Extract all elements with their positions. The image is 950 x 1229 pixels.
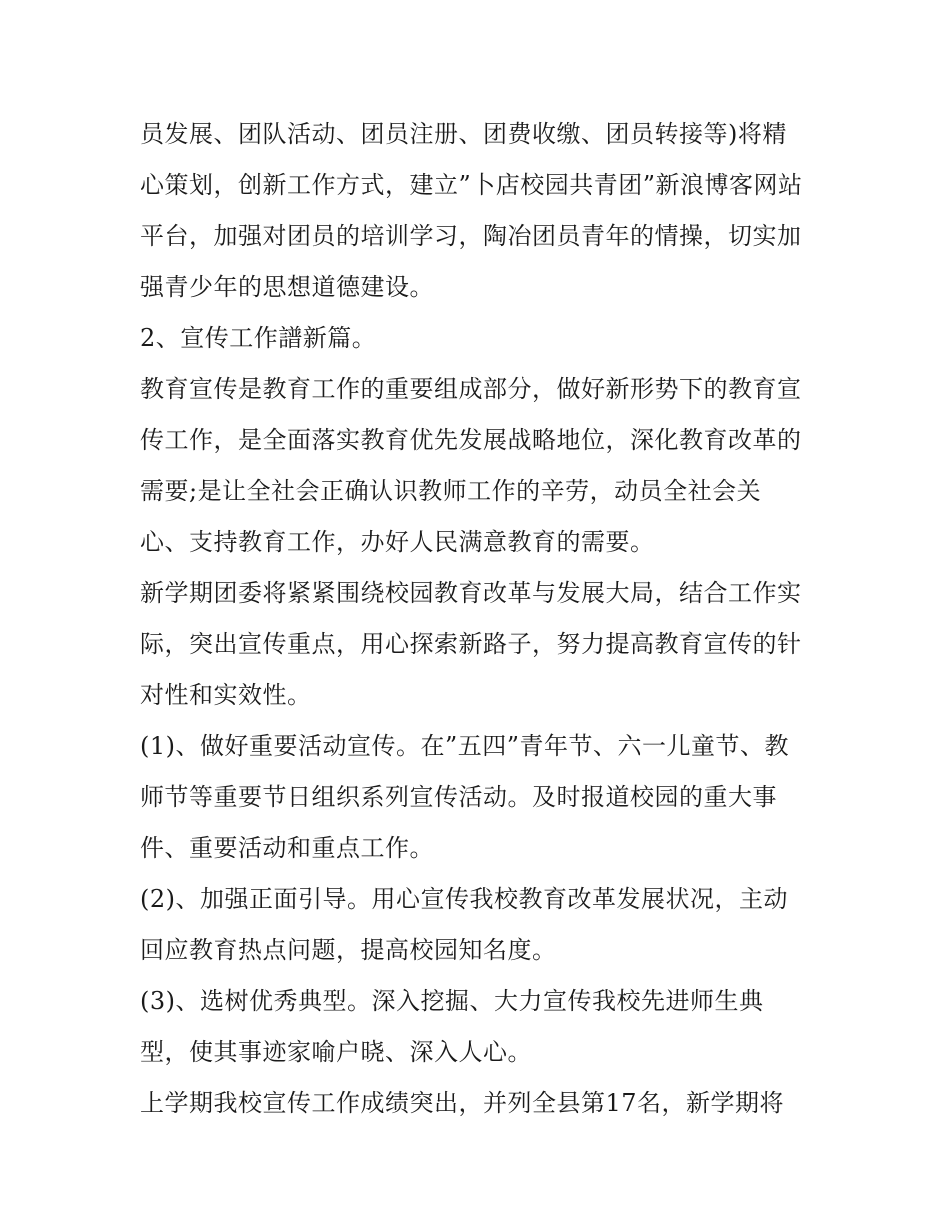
text-line: 际，突出宣传重点，用心探索新路子，努力提高教育宣传的针 xyxy=(140,630,802,658)
text-line: 新学期团委将紧紧围绕校园教育改革与发展大局，结合工作实 xyxy=(140,579,802,607)
list-item-1: (1)、做好重要活动宣传。在”五四”青年节、六一儿童节、教 xyxy=(140,732,790,760)
body-text xyxy=(140,109,840,1129)
text-line: 需要;是让全社会正确认识教师工作的辛劳，动员全社会关 xyxy=(140,477,762,505)
text-line: 心、支持教育工作，办好人民满意教育的需要。 xyxy=(140,528,655,556)
text-line: 心策划，创新工作方式，建立”卜店校园共青团”新浪博客网站 xyxy=(140,171,803,199)
text-line: 员发展、团队活动、团员注册、团费收缴、团员转接等)将精 xyxy=(140,120,787,148)
list-item-3: (3)、选树优秀典型。深入挖掘、大力宣传我校先进师生典 xyxy=(140,987,764,1015)
list-item-2: (2)、加强正面引导。用心宣传我校教育改革发展状况，主动 xyxy=(140,885,788,913)
text-line: 型，使其事迹家喻户晓、深入人心。 xyxy=(140,1038,532,1066)
section-heading: 2、宣传工作譜新篇。 xyxy=(140,324,377,352)
text-line: 平台，加强对团员的培训学习，陶冶团员青年的情操，切实加 xyxy=(140,222,802,250)
text-line: 回应教育热点问题，提高校园知名度。 xyxy=(140,936,557,964)
text-line: 上学期我校宣传工作成绩突出，并列全县第17名，新学期将 xyxy=(140,1089,785,1117)
text-line: 件、重要活动和重点工作。 xyxy=(140,834,434,862)
text-line: 对性和实效性。 xyxy=(140,681,312,709)
text-line: 教育宣传是教育工作的重要组成部分，做好新形势下的教育宣 xyxy=(140,375,802,403)
text-line: 传工作，是全面落实教育优先发展战略地位，深化教育改革的 xyxy=(140,426,802,454)
text-line: 师节等重要节日组织系列宣传活动。及时报道校园的重大事 xyxy=(140,783,777,811)
text-line: 强青少年的思想道德建设。 xyxy=(140,273,434,301)
